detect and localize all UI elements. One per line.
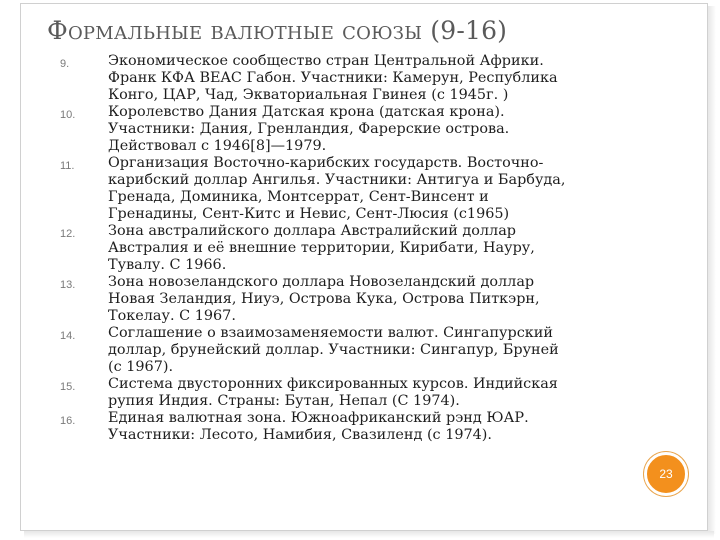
list-item-number: 12. xyxy=(60,228,76,240)
list-item-text: Соглашение о взаимозаменяемости валют. Сингапурский доллар, брунейский доллар. Участники: Сингапур, Бруней (с 1967). xyxy=(108,325,559,375)
list-item-number: 11. xyxy=(60,160,75,172)
list-item-number: 13. xyxy=(60,279,76,291)
list-item xyxy=(60,155,620,223)
list-item-text: Система двусторонних фиксированных курсов. Индийская рупия Индия. Страны: Бутан, Непал (С 1974). xyxy=(108,376,558,409)
slide-title: Формальные валютные союзы (9-16) xyxy=(47,16,508,45)
list-item xyxy=(60,104,620,155)
list-item-number: 15. xyxy=(60,381,76,393)
list-item xyxy=(60,53,620,104)
slide-shadow-bottom xyxy=(24,531,714,538)
list-item-number: 9. xyxy=(60,58,70,70)
page-number-badge: 23 xyxy=(644,452,688,496)
list-item-text: Зона австралийского доллара Австралийский доллар Австралия и её внешние территории, Кирибати, Науру, Тувалу. С 1966. xyxy=(108,223,535,273)
list-item-text: Королевство Дания Датская крона (датская крона). Участники: Дания, Гренландия, Фарерские острова. Действовал с 1946[8]—1979. xyxy=(108,104,510,154)
list-item xyxy=(60,410,620,444)
list-item-number: 16. xyxy=(60,415,76,427)
list-item-number: 14. xyxy=(60,330,76,342)
list-item xyxy=(60,376,620,410)
list-item-number: 10. xyxy=(60,109,76,121)
currency-union-list xyxy=(60,53,620,444)
list-item-text: Единая валютная зона. Южноафриканский рэнд ЮАР. Участники: Лесото, Намибия, Свазиленд (с 1974). xyxy=(108,410,529,443)
list-item-text: Экономическое сообщество стран Центральной Африки. Франк КФА BEAC Габон. Участники: Камерун, Республика Конго, ЦАР, Чад, Экваториальная Гвинея (с 1945г. ) xyxy=(108,53,558,103)
list-item xyxy=(60,274,620,325)
list-item xyxy=(60,223,620,274)
list-item xyxy=(60,325,620,376)
list-item-text: Организация Восточно-карибских государств. Восточно- карибский доллар Ангилья. Участники: Антигуа и Барбуда, Гренада, Доминика, Монтсеррат, Сент-Винсент и Гренадины, Сент-Китс и Невис, Сент-Люсия (с1965) xyxy=(108,155,566,222)
slide-shadow-right xyxy=(708,6,716,534)
list-item-text: Зона новозеландского доллара Новозеландский доллар Новая Зеландия, Ниуэ, Острова Кука, Острова Питкэрн, Токелау. С 1967. xyxy=(108,274,540,324)
